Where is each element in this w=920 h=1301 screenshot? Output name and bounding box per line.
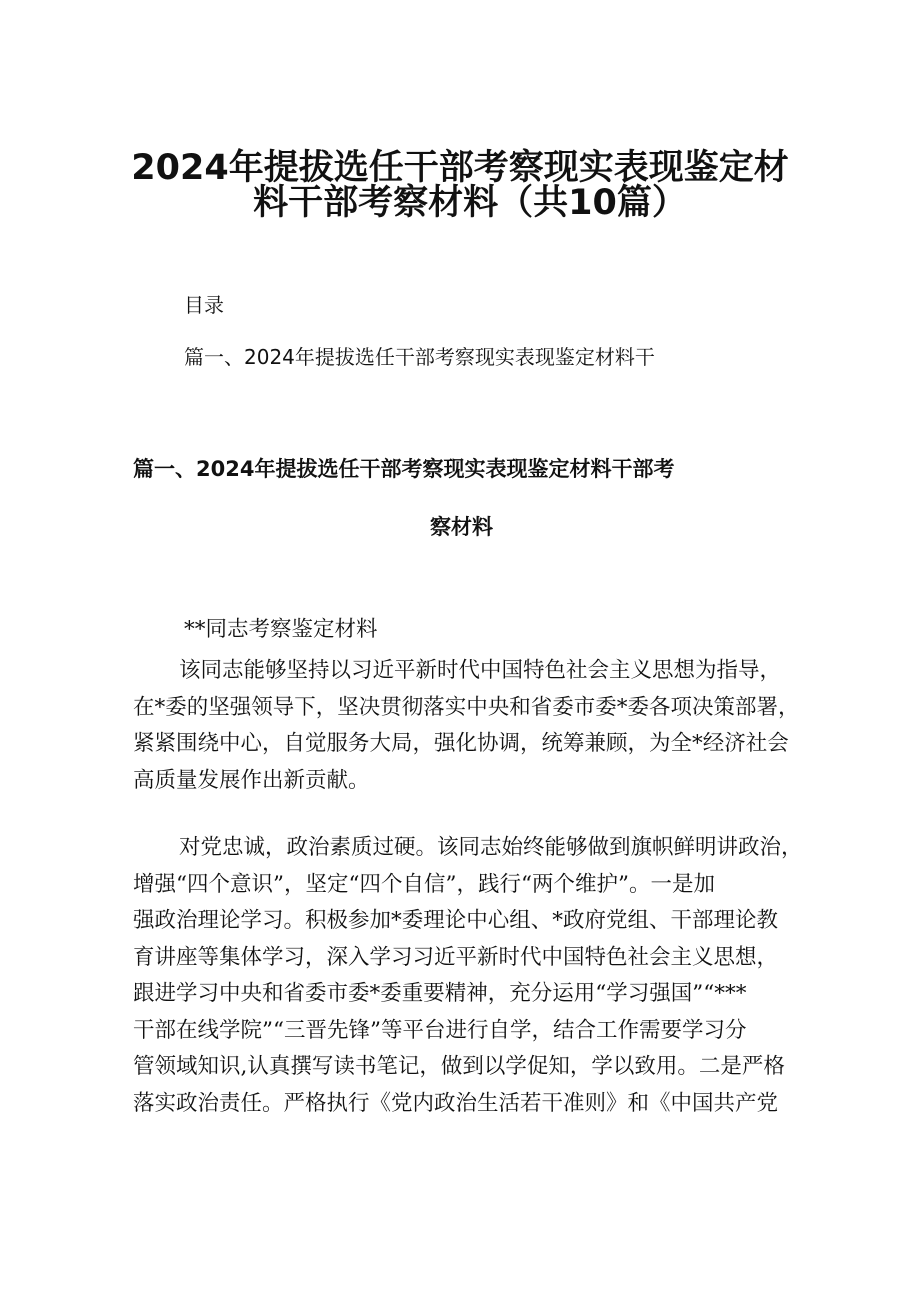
paragraph-line: 跟进学习中央和省委市委*委重要精神，充分运用“学习强国”“*** [133,981,747,1006]
paragraph-line: 落实政治责任。严格执行《党内政治生活若干准则》和《中国共产党 [133,1090,779,1116]
paragraph-line: 增强“四个意识”，坚定“四个自信”，践行“两个维护”。一是加 [133,871,715,897]
paragraph-line: 管领域知识,认真撰写读书笔记，做到以学促知，学以致用。二是严格 [133,1054,785,1079]
paragraph-line: 育讲座等集体学习，深入学习习近平新时代中国特色社会主义思想， [133,944,779,970]
paragraph-1 [133,653,803,799]
paragraph-line: 高质量发展作出新贡献。 [133,767,370,793]
paragraph-line: 对党忠诚，政治素质过硬。该同志始终能够做到旗帜鲜明讲政治， [179,835,803,860]
document-title-line-1: 2024年提拔选任干部考察现实表现鉴定材 [131,148,789,188]
toc-item[interactable]: 篇一、2024年提拔选任干部考察现实表现鉴定材料干 [184,345,655,369]
subject-line: **同志考察鉴定材料 [184,617,378,642]
chapter-title-line-2: 察材料 [430,515,493,539]
chapter-title-line-1: 篇一、2024年提拔选任干部考察现实表现鉴定材料干部考 [133,457,675,481]
toc-heading: 目录 [184,293,224,317]
paragraph-line: 强政治理论学习。积极参加*委理论中心组、*政府党组、干部理论教 [133,908,779,933]
paragraph-line: 该同志能够坚持以习近平新时代中国特色社会主义思想为指导， [179,658,782,683]
paragraph-2 [133,830,803,1122]
paragraph-line: 紧紧围绕中心，自觉服务大局，强化协调，统筹兼顾，为全*经济社会 [133,731,789,756]
paragraph-line: 干部在线学院”“三晋先锋”等平台进行自学，结合工作需要学习分 [133,1017,747,1043]
paragraph-line: 在*委的坚强领导下，坚决贯彻落实中央和省委市委*委各项决策部署， [133,694,800,720]
document-title-line-2: 料干部考察材料（共10篇） [253,183,687,223]
